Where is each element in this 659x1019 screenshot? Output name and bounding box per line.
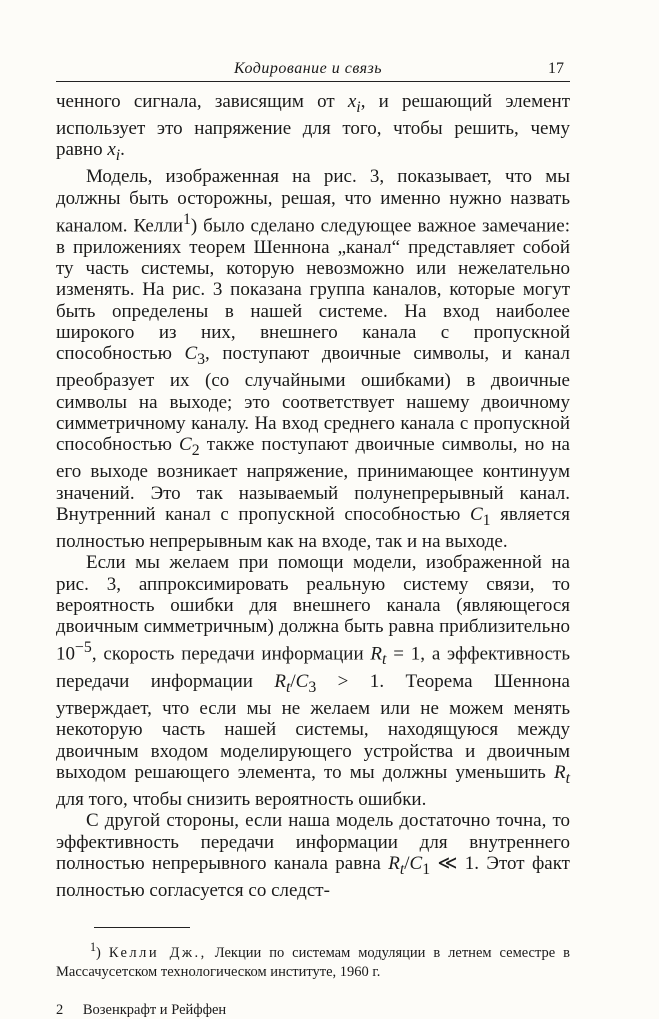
footnote-divider (94, 927, 190, 928)
signature-number: 2 (56, 1002, 64, 1019)
page-number: 17 (548, 60, 564, 77)
main-text (56, 91, 570, 901)
book-page (56, 60, 570, 1019)
book-authors: Возенкрафт и Рейффен (82, 1002, 227, 1019)
footnote-ref: 1 (183, 211, 191, 229)
running-title: Кодирование и связь (234, 60, 383, 77)
footnote: $^1$) Келли Дж., Лекции по системам модуляции в летнем семестре в Массачусетском технологическом институте, 1960 г. (56, 940, 570, 981)
page-footer (56, 1002, 570, 1019)
paragraph-1: ченного сигнала, зависящим от $x_i$, и решающий элемент использует это напряжение для того, чтобы решить, чему равно $x_i$. (56, 91, 570, 165)
running-header (56, 60, 570, 82)
paragraph-4: С другой стороны, если наша модель достаточно точна, то эффективность передачи информации для внутреннего полностью непрерывного канала равна $R_t/C_1$ ≪ 1. Этот факт полностью согласуется со следст- (56, 810, 570, 901)
paragraph-2: Модель, изображенная на рис. 3, показывает, что мы должны быть осторожны, решая, что именно нужно назвать каналом. Келли$^1$) было сделано следующее важное замечание: в приложениях теорем Шеннона „канал“ представляет собой ту часть системы, которую невозможно или нежелательно изменять. На рис. 3 показана группа каналов, которые могут быть определены в нашей системе. На вход наиболее широкого из них, внешнего канала с пропускной способностью $C_3$, поступают двоичные символы, и канал преобразует их (со случайными ошибками) в двоичные символы на выходе; это соответствует нашему двоичному симметричному каналу. На вход среднего канала с пропускной способностью $C_2$ также поступают двоичные символы, но на его выходе возникает напряжение, принимающее континуум значений. Это так называемый полунепрерывный канал. Внутренний канал с пропускной способностью $C_1$ является полностью непрерывным как на входе, так и на выходе. (56, 166, 570, 552)
paragraph-3: Если мы желаем при помощи модели, изображенной на рис. 3, аппроксимировать реальную систему связи, то вероятность ошибки для внешнего канала (являющегося двоичным симметричным) должна быть равна приблизительно $10^{-5}$, скорость передачи информации $R_t = 1$, а эффективность передачи информации $R_t/C_3 > 1$. Теорема Шеннона утверждает, что если мы не желаем или не можем менять некоторую часть нашей системы, находящуюся между двоичным входом моделирующего устройства и двоичным выходом решающего элемента, то мы должны уменьшить $R_t$ для того, чтобы снизить вероятность ошибки. (56, 552, 571, 810)
